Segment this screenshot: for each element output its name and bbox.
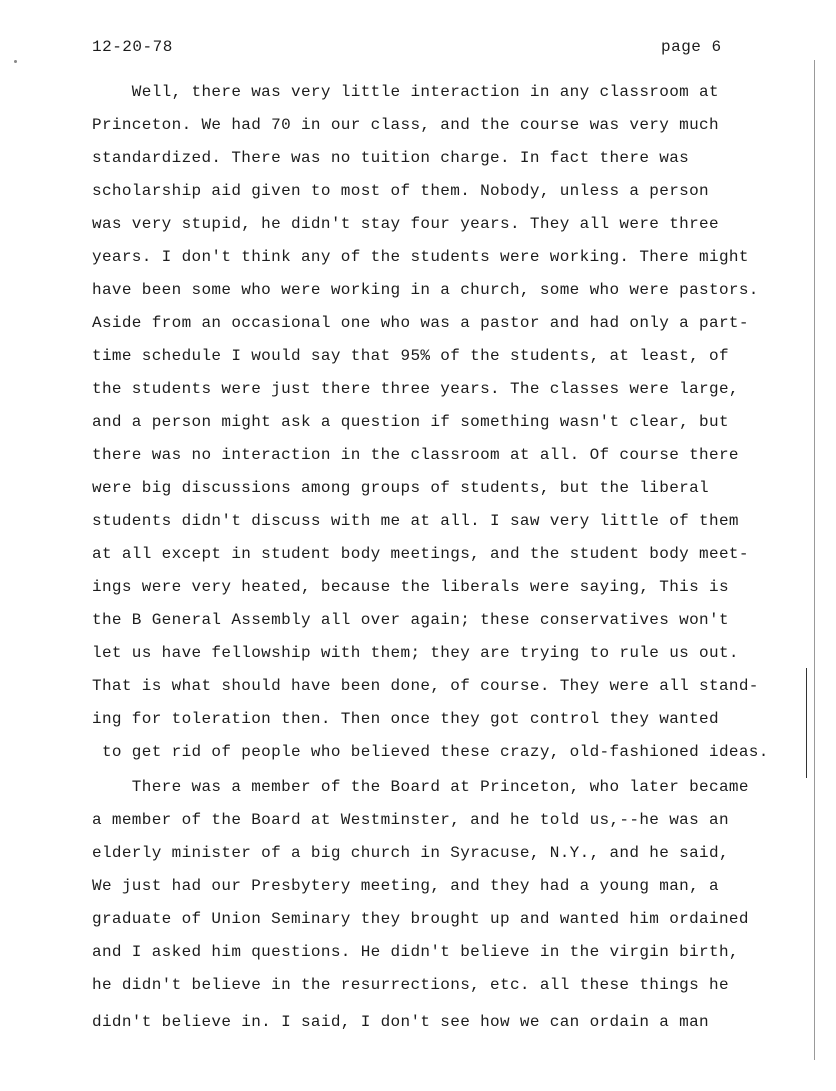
page-date: 12-20-78 [92, 38, 173, 56]
text-line: the students were just there three years. The classes were large, [92, 380, 739, 398]
text-line: students didn't discuss with me at all. I saw very little of them [92, 512, 739, 530]
text-line: standardized. There was no tuition charge. In fact there was [92, 149, 690, 167]
text-line: Princeton. We had 70 in our class, and the course was very much [92, 116, 719, 134]
text-line: elderly minister of a big church in Syracuse, N.Y., and he said, [92, 844, 729, 862]
text-line: Aside from an occasional one who was a pastor and had only a part- [92, 314, 749, 332]
text-line: and I asked him questions. He didn't believe in the virgin birth, [92, 943, 739, 961]
text-line: was very stupid, he didn't stay four years. They all were three [92, 215, 719, 233]
text-line: have been some who were working in a church, some who were pastors. [92, 281, 759, 299]
paper-speck [14, 60, 17, 63]
text-line: ing for toleration then. Then once they got control they wanted [92, 710, 719, 728]
text-line: the B General Assembly all over again; these conservatives won't [92, 611, 729, 629]
text-line: he didn't believe in the resurrections, etc. all these things he [92, 976, 729, 994]
page-number: page 6 [661, 38, 722, 56]
text-line: years. I don't think any of the students were working. There might [92, 248, 749, 266]
page-edge-shadow [814, 60, 815, 1060]
text-line: Well, there was very little interaction in any classroom at [92, 83, 719, 101]
text-line: at all except in student body meetings, and the student body meet- [92, 545, 749, 563]
text-line: That is what should have been done, of course. They were all stand- [92, 677, 759, 695]
text-line: There was a member of the Board at Princeton, who later became [92, 778, 749, 796]
text-line: a member of the Board at Westminster, and he told us,--he was an [92, 811, 729, 829]
text-line: and a person might ask a question if something wasn't clear, but [92, 413, 729, 431]
text-line: didn't believe in. I said, I don't see how we can ordain a man [92, 1013, 709, 1031]
text-line: let us have fellowship with them; they are trying to rule us out. [92, 644, 739, 662]
margin-bracket-mark [806, 668, 807, 778]
text-line: time schedule I would say that 95% of the students, at least, of [92, 347, 729, 365]
text-line: were big discussions among groups of students, but the liberal [92, 479, 709, 497]
text-line: scholarship aid given to most of them. Nobody, unless a person [92, 182, 709, 200]
text-line: ings were very heated, because the liberals were saying, This is [92, 578, 729, 596]
text-line: there was no interaction in the classroom at all. Of course there [92, 446, 739, 464]
text-line: graduate of Union Seminary they brought up and wanted him ordained [92, 910, 749, 928]
text-line: We just had our Presbytery meeting, and they had a young man, a [92, 877, 719, 895]
text-line: to get rid of people who believed these crazy, old-fashioned ideas. [92, 743, 769, 761]
